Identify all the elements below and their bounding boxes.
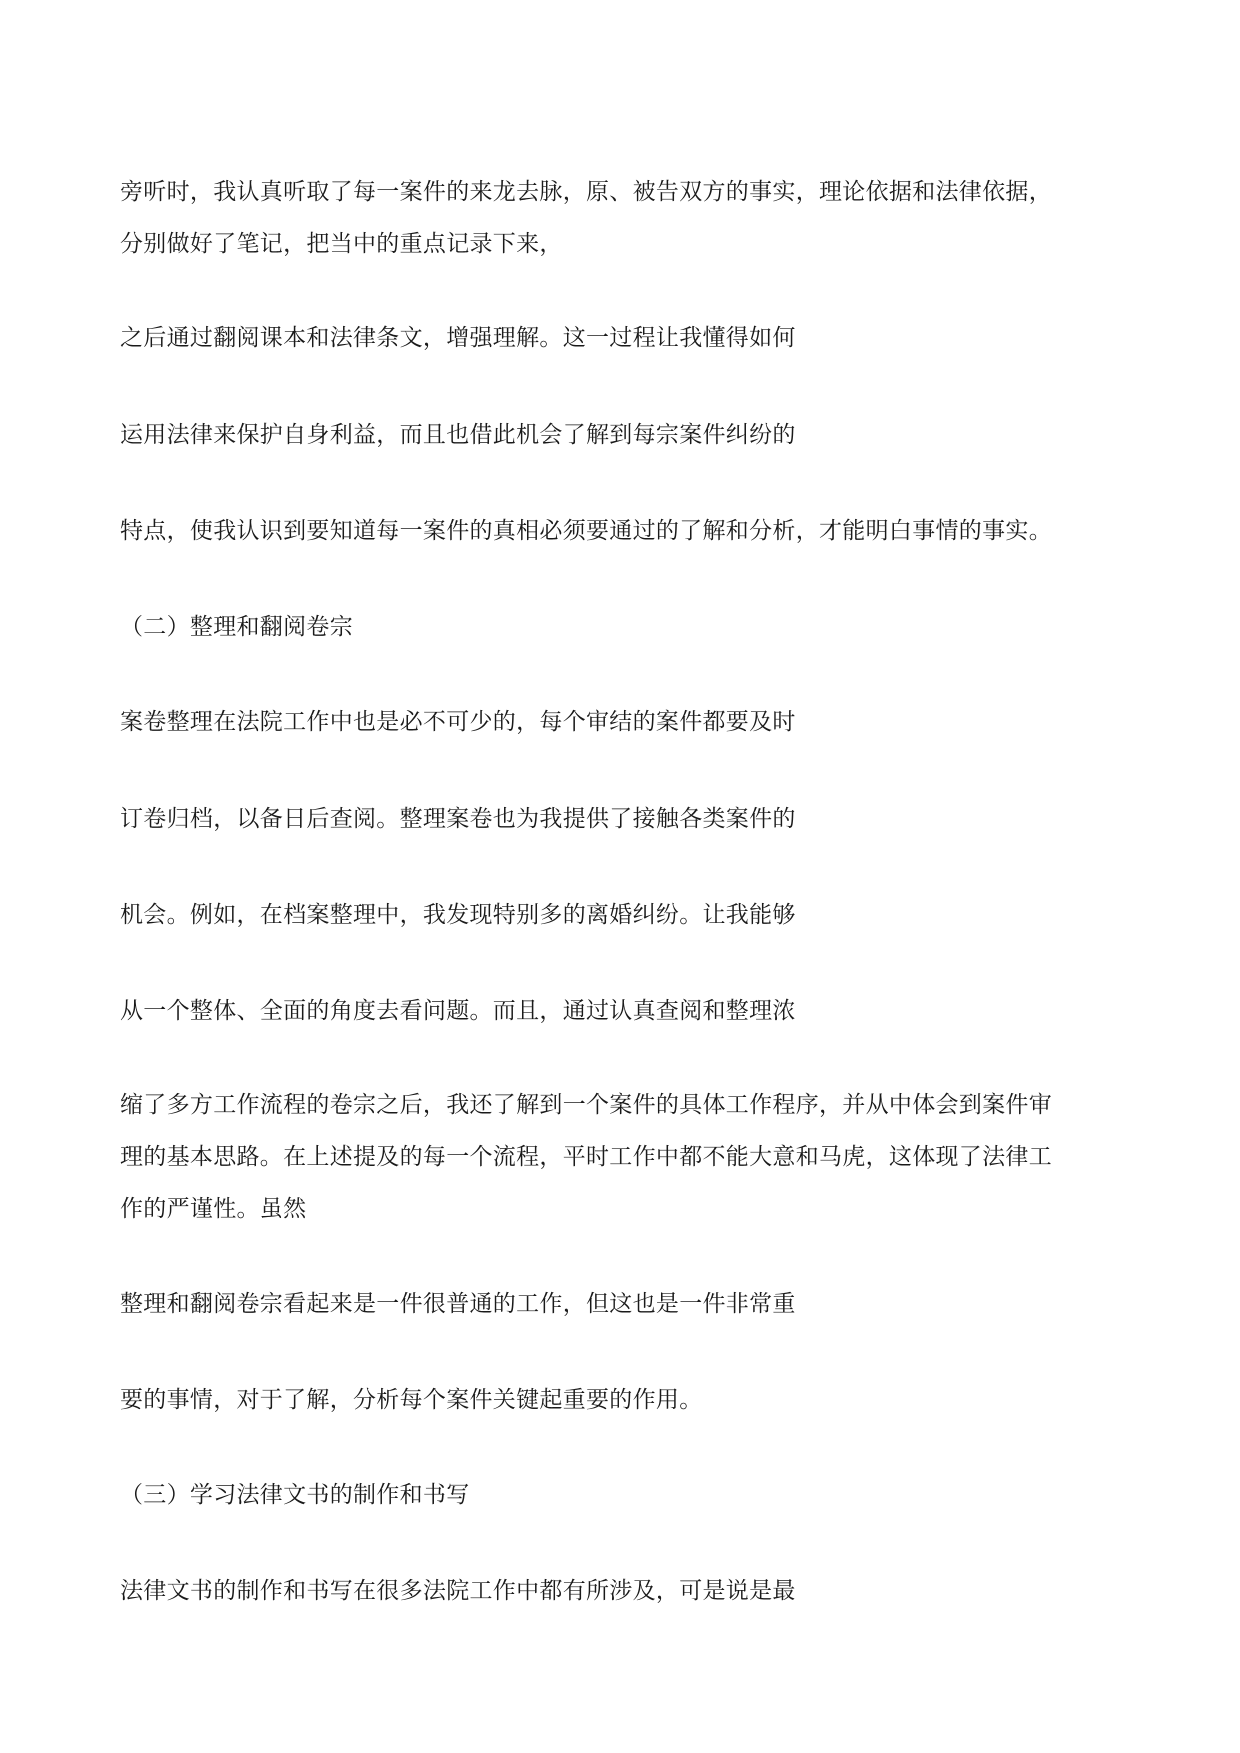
text-line: 案卷整理在法院工作中也是必不可少的，每个审结的案件都要及时 <box>120 709 796 735</box>
text-line: 缩了多方工作流程的卷宗之后，我还了解到一个案件的具体工作程序，并从中体会到案件审 <box>120 1092 1052 1118</box>
text-line: 作的严谨性。虽然 <box>120 1196 307 1222</box>
text-line: 特点，使我认识到要知道每一案件的真相必须要通过的了解和分析，才能明白事情的事实。 <box>120 518 1052 544</box>
text-line: 之后通过翻阅课本和法律条文，增强理解。这一过程让我懂得如何 <box>120 325 796 351</box>
text-line: 要的事情，对于了解，分析每个案件关键起重要的作用。 <box>120 1387 703 1413</box>
section-heading: （二）整理和翻阅卷宗 <box>120 614 353 640</box>
text-line: 从一个整体、全面的角度去看问题。而且，通过认真查阅和整理浓 <box>120 998 796 1024</box>
text-line: 运用法律来保护自身利益，而且也借此机会了解到每宗案件纠纷的 <box>120 422 796 448</box>
section-heading: （三）学习法律文书的制作和书写 <box>120 1482 470 1508</box>
text-line: 分别做好了笔记，把当中的重点记录下来， <box>120 231 563 257</box>
text-line: 机会。例如，在档案整理中，我发现特别多的离婚纠纷。让我能够 <box>120 902 796 928</box>
text-line: 整理和翻阅卷宗看起来是一件很普通的工作，但这也是一件非常重 <box>120 1291 796 1317</box>
text-line: 旁听时，我认真听取了每一案件的来龙去脉，原、被告双方的事实，理论依据和法律依据， <box>120 179 1052 205</box>
text-line: 理的基本思路。在上述提及的每一个流程，平时工作中都不能大意和马虎，这体现了法律工 <box>120 1144 1052 1170</box>
text-line: 订卷归档，以备日后查阅。整理案卷也为我提供了接触各类案件的 <box>120 806 796 832</box>
text-line: 法律文书的制作和书写在很多法院工作中都有所涉及，可是说是最 <box>120 1578 796 1604</box>
